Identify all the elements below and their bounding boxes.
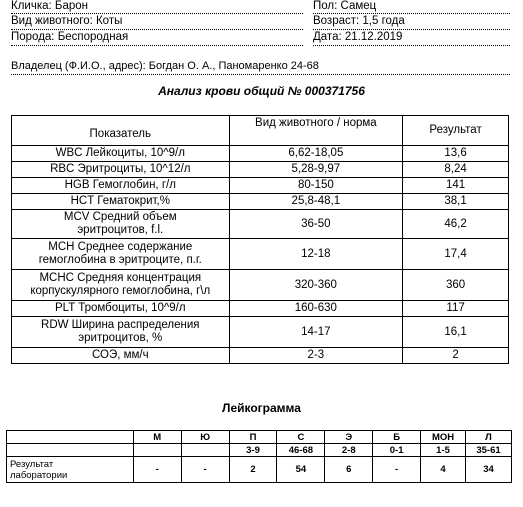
breed: Порода: Беспородная	[11, 31, 129, 43]
leukogram-cell: -	[181, 457, 229, 483]
owner-info: Владелец (Ф.И.О., адрес): Богдан О. А., Паномаренко 24-68	[11, 60, 319, 72]
indicator-cell: MCV Средний объем эритроцитов, f.l.	[12, 210, 230, 239]
leukogram-cell: Ю	[181, 431, 229, 444]
divider	[313, 45, 510, 46]
result-cell: 13,6	[403, 146, 509, 162]
age: Возраст: 1,5 года	[313, 15, 405, 27]
table-header-row	[12, 116, 509, 146]
result-cell: 16,1	[403, 317, 509, 348]
indicator-cell: RBC Эритроциты, 10^12/л	[12, 162, 230, 178]
indicator-cell: WBC Лейкоциты, 10^9/л	[12, 146, 230, 162]
leukogram-norm-row	[7, 444, 512, 457]
divider	[313, 29, 510, 30]
result-cell: 2	[403, 348, 509, 364]
leukogram-header-row	[7, 431, 512, 444]
header-indicator: Показатель	[12, 116, 230, 146]
norm-cell: 36-50	[229, 210, 403, 239]
leukogram-result-row	[7, 457, 512, 483]
leukogram-table	[6, 430, 512, 483]
divider	[11, 45, 303, 46]
leukogram-cell: 54	[277, 457, 325, 483]
leukogram-cell: С	[277, 431, 325, 444]
pet-name: Кличка: Барон	[11, 0, 88, 12]
blood-test-table	[11, 115, 509, 364]
leukogram-cell: 46-68	[277, 444, 325, 457]
indicator-cell: PLT Тромбоциты, 10^9/л	[12, 301, 230, 317]
leukogram-cell: Л	[466, 431, 512, 444]
indicator-cell: MCHC Средняя концентрация корпускулярного гемоглобина, г\л	[12, 270, 230, 301]
table-row	[12, 317, 509, 348]
leukogram-cell: М	[133, 431, 181, 444]
indicator-cell: MCH Среднее содержание гемоглобина в эритроците, п.г.	[12, 239, 230, 270]
leukogram-cell: 2-8	[325, 444, 373, 457]
divider	[11, 74, 510, 75]
leukogram-cell: -	[373, 457, 421, 483]
leukogram-cell: МОН	[421, 431, 466, 444]
result-cell: 8,24	[403, 162, 509, 178]
norm-cell: 80-150	[229, 178, 403, 194]
divider	[11, 29, 303, 30]
table-row	[12, 146, 509, 162]
date: Дата: 21.12.2019	[313, 31, 403, 43]
norm-cell: 12-18	[229, 239, 403, 270]
leukogram-cell: 4	[421, 457, 466, 483]
header-norm: Вид животного / норма	[229, 116, 403, 146]
result-cell: 46,2	[403, 210, 509, 239]
result-cell: 38,1	[403, 194, 509, 210]
table-row	[12, 162, 509, 178]
divider	[313, 13, 510, 14]
leukogram-cell	[133, 444, 181, 457]
leukogram-cell: Э	[325, 431, 373, 444]
document-title: Анализ крови общий № 000371756	[158, 84, 365, 98]
leukogram-cell: 3-9	[229, 444, 277, 457]
leukogram-cell: 2	[229, 457, 277, 483]
norm-cell: 2-3	[229, 348, 403, 364]
leukogram-title: Лейкограмма	[222, 401, 301, 415]
result-cell: 360	[403, 270, 509, 301]
norm-cell: 14-17	[229, 317, 403, 348]
table-row	[12, 270, 509, 301]
norm-cell: 160-630	[229, 301, 403, 317]
leukogram-cell: 6	[325, 457, 373, 483]
table-row	[12, 239, 509, 270]
norm-cell: 320-360	[229, 270, 403, 301]
table-row	[12, 194, 509, 210]
leukogram-cell: П	[229, 431, 277, 444]
indicator-cell: СОЭ, мм/ч	[12, 348, 230, 364]
sex: Пол: Самец	[313, 0, 377, 12]
indicator-cell: HCT Гематокрит,%	[12, 194, 230, 210]
divider	[11, 13, 303, 14]
result-cell: 141	[403, 178, 509, 194]
result-cell: 17,4	[403, 239, 509, 270]
header-result: Результат	[403, 116, 509, 146]
result-cell: 117	[403, 301, 509, 317]
norm-cell: 25,8-48,1	[229, 194, 403, 210]
table-row	[12, 348, 509, 364]
row-label	[7, 444, 134, 457]
table-row	[12, 301, 509, 317]
species: Вид животного: Коты	[11, 15, 123, 27]
leukogram-cell	[181, 444, 229, 457]
leukogram-cell: 35-61	[466, 444, 512, 457]
norm-cell: 6,62-18,05	[229, 146, 403, 162]
table-row	[12, 210, 509, 239]
indicator-cell: HGB Гемоглобин, г/л	[12, 178, 230, 194]
leukogram-cell: 1-5	[421, 444, 466, 457]
row-label	[7, 431, 134, 444]
row-label: Результат лаборатории	[7, 457, 134, 483]
leukogram-cell: 34	[466, 457, 512, 483]
table-row	[12, 178, 509, 194]
leukogram-cell: 0-1	[373, 444, 421, 457]
leukogram-cell: -	[133, 457, 181, 483]
indicator-cell: RDW Ширина распределения эритроцитов, %	[12, 317, 230, 348]
leukogram-cell: Б	[373, 431, 421, 444]
norm-cell: 5,28-9,97	[229, 162, 403, 178]
